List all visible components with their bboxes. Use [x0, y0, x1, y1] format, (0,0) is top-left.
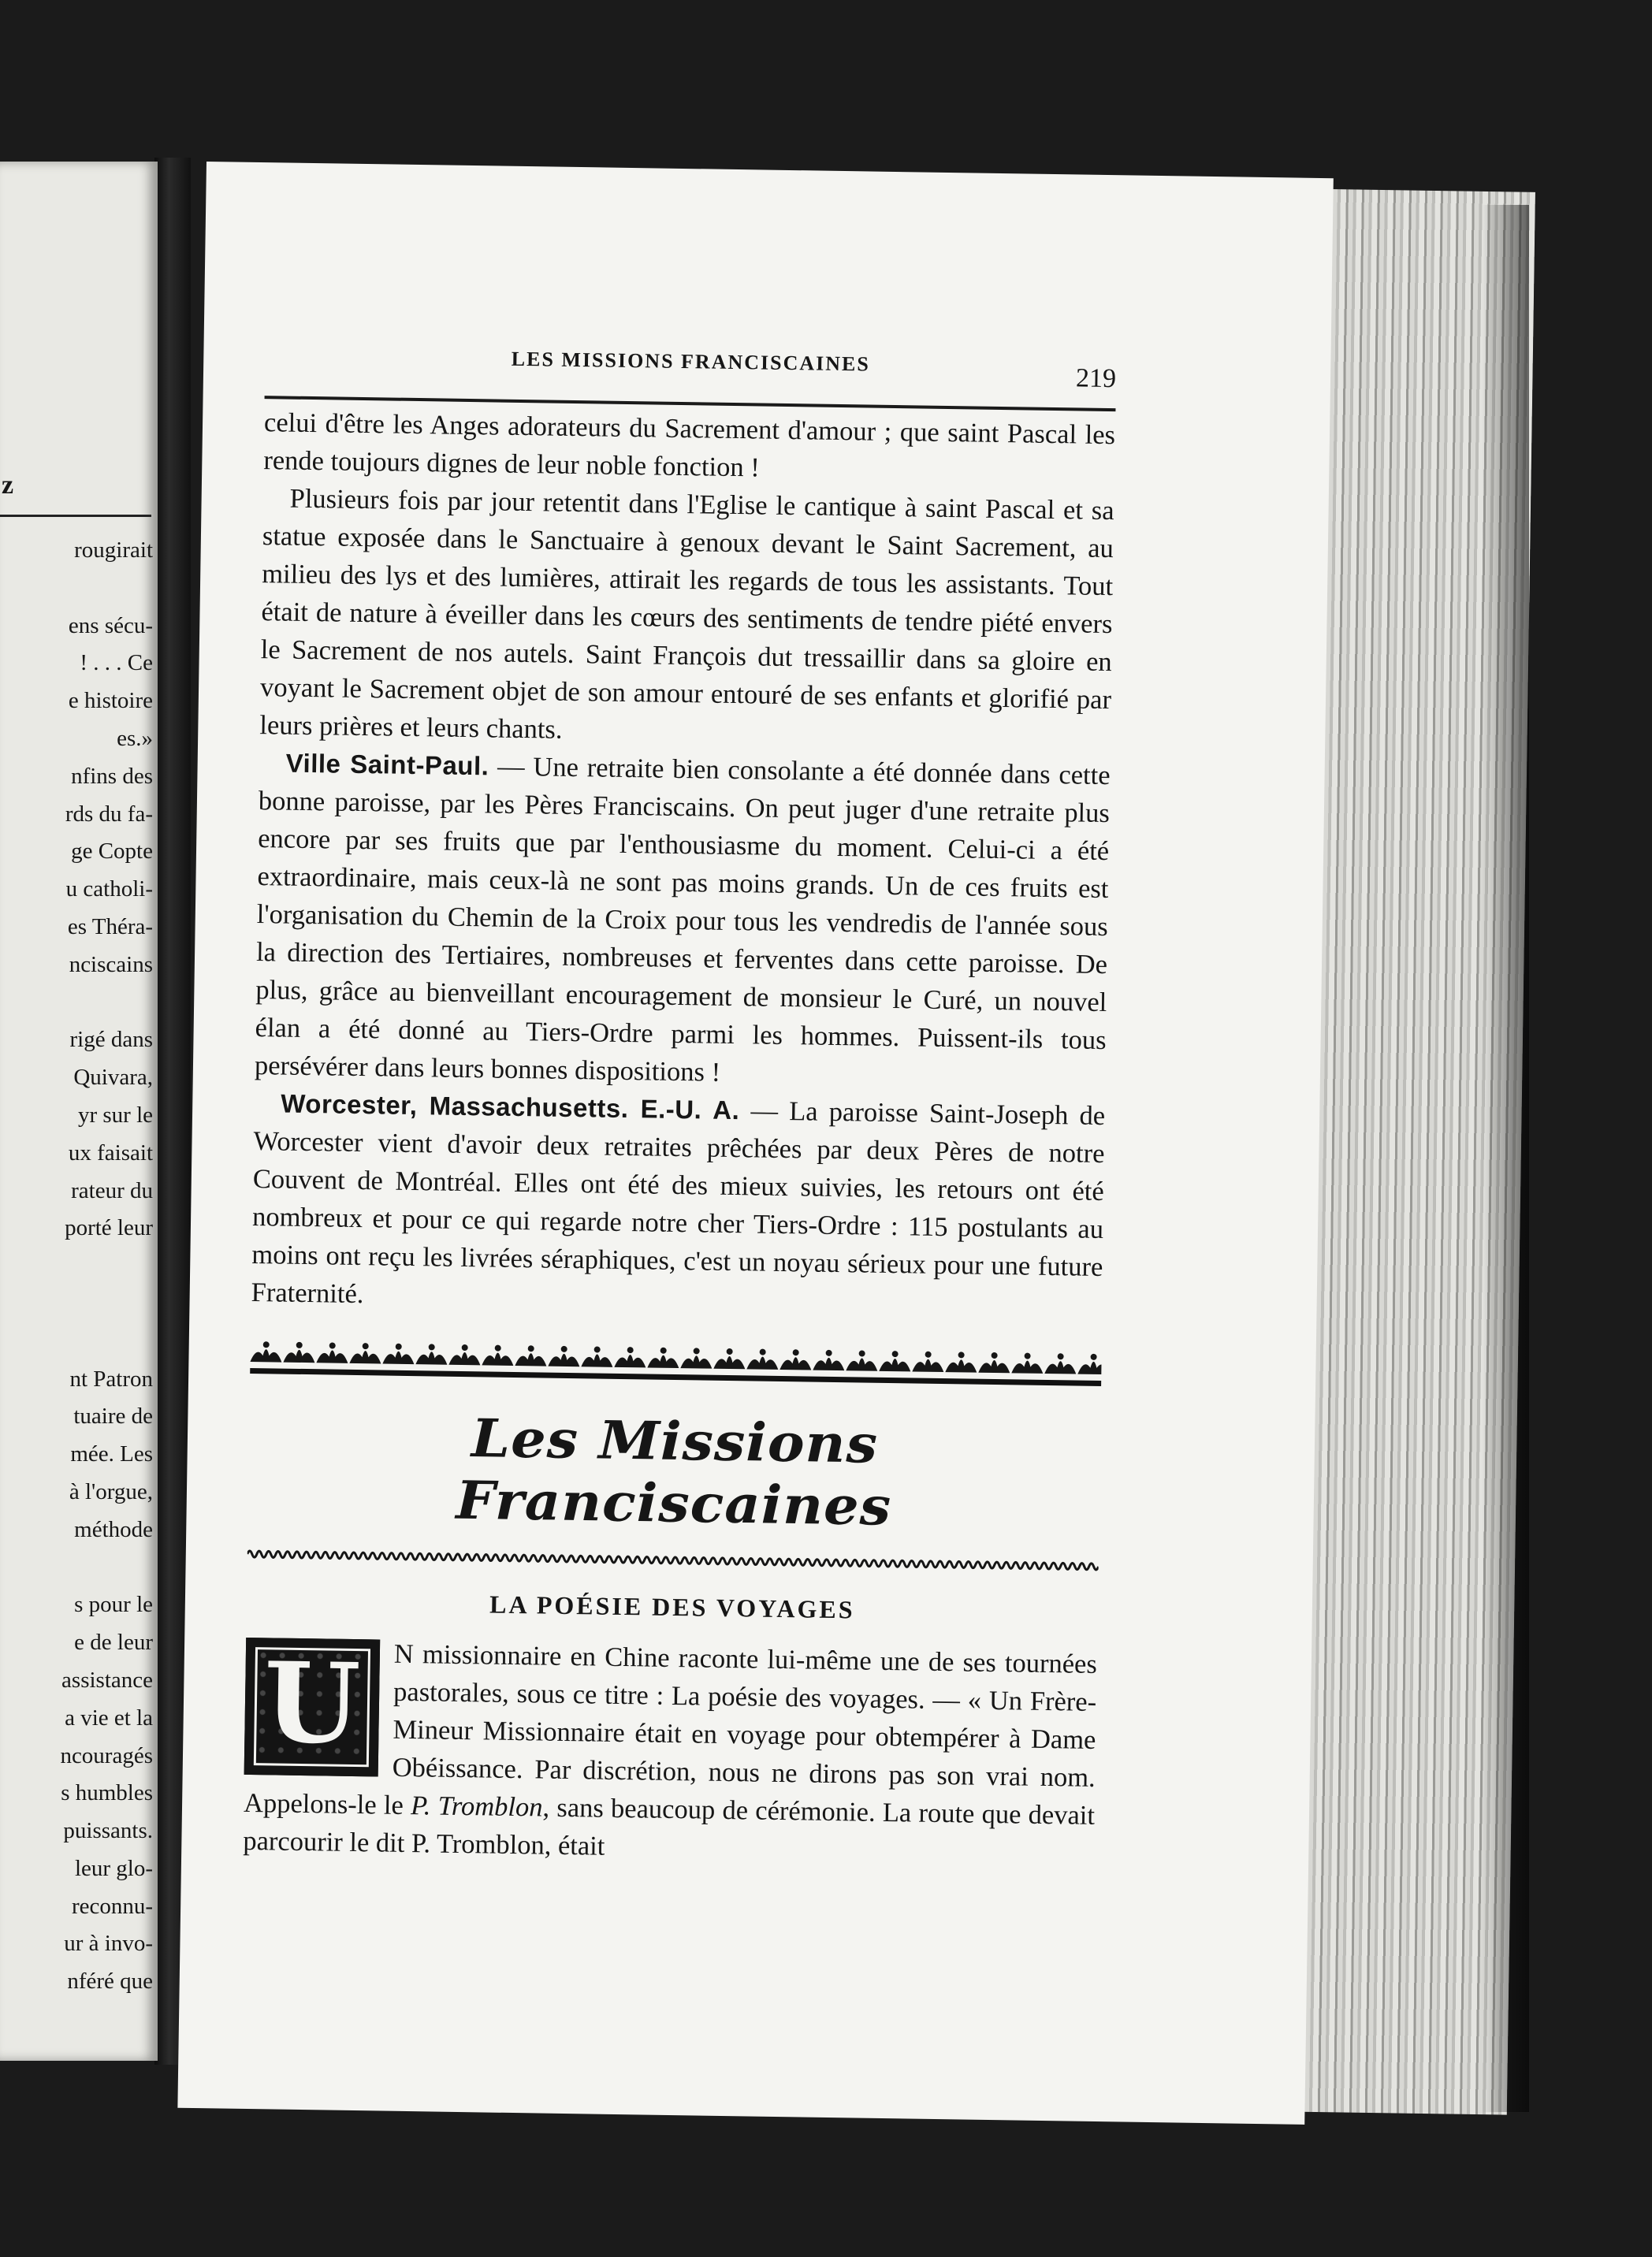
left-page-line: u catholi- [65, 876, 153, 902]
left-page-line: nféré que [67, 1969, 153, 1995]
left-page-line: ens sécu- [68, 612, 153, 638]
left-page-line [3, 570, 153, 608]
left-page-line: méthode [74, 1516, 153, 1542]
left-page-line: a vie et la [65, 1705, 153, 1731]
article-body [243, 1633, 1097, 1872]
left-page-line: nfins des [71, 763, 153, 789]
left-page-line: ur à invo- [64, 1931, 153, 1957]
left-page-line [3, 1285, 153, 1323]
left-page-line: tuaire de [73, 1404, 153, 1430]
left-page-line: rigé dans [69, 1027, 153, 1053]
dropcap-letter: U [262, 1638, 362, 1770]
running-title: LES MISSIONS FRANCISCAINES [511, 347, 871, 376]
left-page-line: ncouragés [60, 1742, 153, 1768]
left-page-line: rateur du [71, 1177, 153, 1203]
left-page-line: e histoire [68, 688, 153, 714]
article-name-italic: P. Tromblon [410, 1790, 543, 1823]
paragraph-continuation: celui d'être les Anges adorateurs du Sacrement d'amour ; que saint Pascal les rende toujours dignes de leur noble fonction ! [263, 407, 1116, 483]
left-page-line: nt Patron [69, 1366, 153, 1392]
left-page-line [3, 1247, 153, 1285]
left-page-line: ux faisait [68, 1140, 153, 1166]
left-page-header-fragment: z [2, 470, 14, 500]
left-page-line: es Théra- [67, 913, 153, 939]
place-heading-ville-saint-paul: Ville Saint-Paul. [285, 748, 489, 781]
page-content [243, 344, 1116, 1872]
left-page-line: porté leur [65, 1215, 153, 1241]
left-page-line: yr sur le [77, 1102, 153, 1128]
paragraph-text: — Une retraite bien consolante a été donnée dans cette bonne paroisse, par les Pères Franciscains. On peut juger d'une retraite plus encore par ses fruits que par l'enthousiasme du moment. Celui-ci a été extraordinaire, mais ceux-là ne sont pas moins grands. Un de ces fruits est l'organisation du Chemin de la Croix pour tous les vendredis de l'année sous la direction des Tertiaires, nombreuses et ferventes dans cette paroisse. De plus, grâce au bienveillant encouragement de monsieur le Curé, un nouvel élan a été donné au Tiers-Ordre parmi les hommes. Puissent-ils tous persévérer dans leurs bonnes dispositions ! [254, 751, 1111, 1088]
wavy-divider [247, 1545, 1099, 1575]
section-title: Les Missions Franciscaines [455, 1407, 892, 1538]
paragraph-text: — La paroisse Saint-Joseph de Worcester vient d'avoir deux retraites prêchées par deux Pères de notre Couvent de Montréal. Elles ont été des mieux suivies, les retours ont été nombreux et pour ce qui regarde notre cher Tiers-Ordre : 115 postulants au moins ont reçu les livrées séraphiques, c'est un noyau sérieux pour une future Fraternité. [251, 1095, 1106, 1310]
left-page-line: reconnu- [71, 1893, 153, 1919]
left-page-line: Quivara, [73, 1065, 153, 1091]
left-page-rule [0, 515, 151, 517]
left-page [0, 162, 158, 2061]
running-head [265, 344, 1117, 402]
paragraph-saint-pascal: Plusieurs fois par jour retentit dans l'Eglise le cantique à saint Pascal et sa statue exposée dans le Sanctuaire à genoux devant le Saint Sacrement, au milieu des lys et des lumières, attirait les regards de tous les assistants. Tout était de nature à éveiller dans les cœurs des sentiments de tendre piété envers le Sacrement de nos autels. Saint François dut tressaillir dans sa gloire en voyant le Sacrement objet de son amour entouré de ses enfants et glorifié par leurs prières et leurs chants. [259, 483, 1114, 745]
left-page-line: mée. Les [70, 1441, 153, 1467]
left-page-line: leur glo- [74, 1855, 153, 1881]
left-page-line [3, 984, 153, 1022]
left-page-line: ge Copte [71, 838, 153, 865]
left-page-line: es.» [117, 725, 153, 751]
article-text-end: , sans beaucoup de cérémonie. La route que devait parcourir le dit P. Tromblon, était [243, 1792, 1096, 1861]
paragraph-ville-saint-paul [255, 744, 1111, 1097]
left-page-line: rds du fa- [65, 801, 153, 827]
left-page-line: assistance [61, 1667, 153, 1693]
article-text: N missionnaire en Chine raconte lui-même une de ses tournées pastorales, sous ce titre : La poésie des voyages. — « Un Frère-Mineur Missionnaire était en voyage pour obtempérer à Dame Obéissance. Par discrétion, nous ne dirons pas son vrai nom. Appelons-le le [243, 1638, 1098, 1821]
right-page [177, 162, 1333, 2125]
left-page-line: puissants. [63, 1818, 153, 1844]
page-edges-shadow [1482, 205, 1529, 2112]
ornate-dropcap [244, 1638, 381, 1777]
left-page-line [3, 1323, 153, 1361]
paragraph-worcester [251, 1084, 1105, 1324]
left-page-line: nciscains [69, 951, 153, 977]
left-page-line: à l'orgue, [69, 1478, 153, 1504]
place-heading-worcester: Worcester, Massachusetts. E.-U. A. [281, 1088, 740, 1125]
left-page-line [3, 1549, 153, 1587]
left-page-line: s pour le [74, 1592, 153, 1618]
left-page-line: ! . . . Ce [80, 650, 153, 676]
left-page-line: s humbles [61, 1780, 153, 1806]
left-page-line: rougirait [74, 537, 153, 563]
article-title: LA POÉSIE DES VOYAGES [489, 1590, 855, 1624]
left-page-line: e de leur [74, 1630, 153, 1656]
page-number: 219 [1075, 363, 1117, 394]
left-page-text-fragments [3, 532, 153, 2001]
